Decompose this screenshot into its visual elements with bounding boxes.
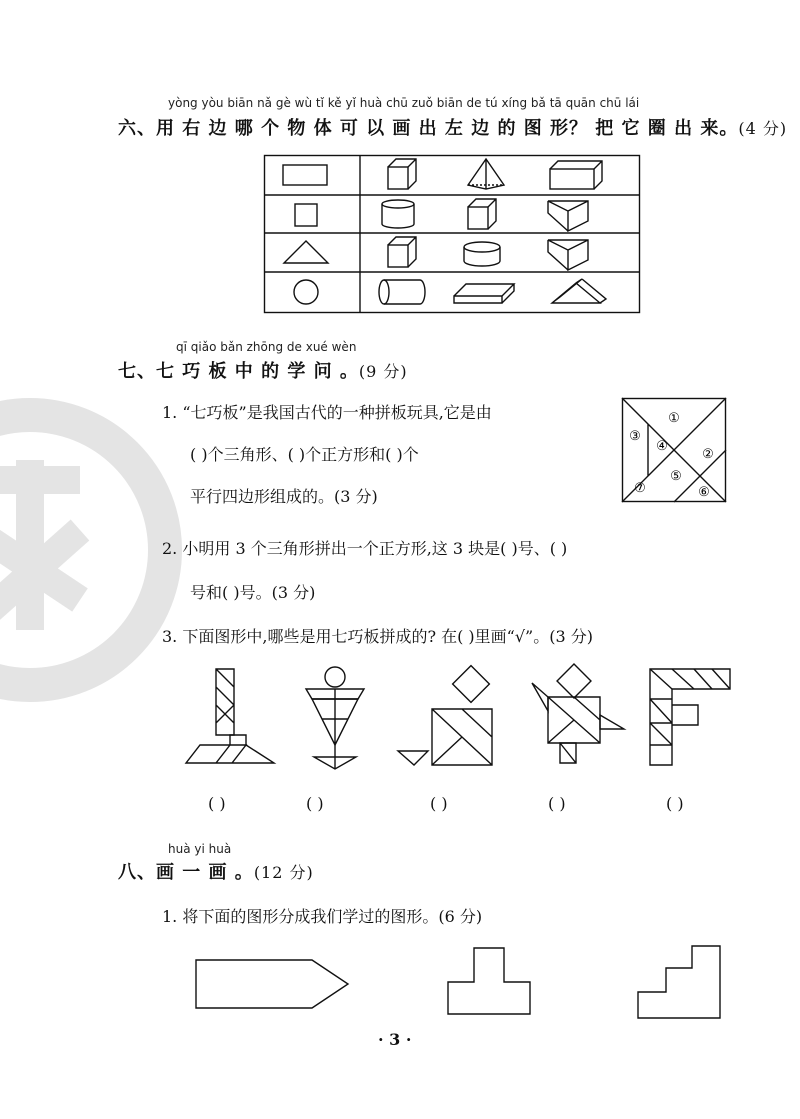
tangram-label-6: ⑥ [698,485,710,500]
tangram-label-3: ③ [629,429,641,444]
cuboid-icon [550,161,602,189]
q7-3-answer-5[interactable]: ( ) [666,794,684,813]
q7-3-answer-2[interactable]: ( ) [306,794,324,813]
section8-title: 八、画 一 画 。(12 分) [118,862,314,883]
page-number: · 3 · [378,1030,412,1049]
prism-icon [548,240,588,270]
t-shape[interactable] [446,946,532,1016]
tangram-label-7: ⑦ [634,481,646,496]
section7-title: 七、七 巧 板 中 的 学 问 。(9 分) [118,361,408,382]
cube-icon [468,199,496,229]
tangram-label-4: ④ [656,439,668,454]
tangram-diagram [622,398,726,502]
cylinder-flat-icon [464,242,500,266]
triangular-prism-icon [552,279,606,303]
cube-icon [388,159,416,189]
tangram-label-5: ⑤ [670,469,682,484]
q8-1-text: 1. 将下面的图形分成我们学过的图形。(6 分) [162,907,483,926]
square-shape [295,204,317,226]
cylinder-icon [382,200,414,228]
triangle-shape [284,241,328,263]
watermark-seal-icon [0,400,180,700]
tangram-label-2: ② [702,447,714,462]
tangram-figure-letter-f [646,665,732,767]
q7-3-answer-1[interactable]: ( ) [208,794,226,813]
prism-icon [548,201,588,231]
tangram-figure-boat [186,665,276,765]
staircase-shape[interactable] [636,944,722,1020]
q7-2-line2[interactable]: 号和( )号。(3 分) [190,583,316,602]
tangram-figure-dancer [526,665,626,767]
tangram-figure-person [300,665,370,770]
q7-3-line1: 3. 下面图形中,哪些是用七巧板拼成的? 在( )里画“√”。(3 分) [162,627,593,646]
q7-1-line3: 平行四边形组成的。(3 分) [190,487,378,506]
cube-icon [388,237,416,267]
q7-1-line1: 1. “七巧板”是我国古代的一种拼板玩具,它是由 [162,403,492,422]
q7-1-line2[interactable]: ( )个三角形、( )个正方形和( )个 [190,445,419,464]
rectangle-shape [283,165,327,185]
pyramid-icon [468,159,504,189]
section8-pinyin: huà yi huà [168,842,232,856]
section7-pinyin: qī qiǎo bǎn zhōng de xué wèn [176,340,357,354]
tangram-figure-animal [398,665,508,770]
arrow-pentagon-shape[interactable] [194,958,350,1010]
section6-title: 六、用 右 边 哪 个 物 体 可 以 画 出 左 边 的 图 形？ 把 它 圈 出 来。(4 分) [118,118,788,139]
q7-3-answer-4[interactable]: ( ) [548,794,566,813]
cylinder-lying-icon [379,280,425,304]
q7-3-answer-3[interactable]: ( ) [430,794,448,813]
flat-cuboid-icon [454,284,514,303]
tangram-label-1: ① [668,411,680,426]
section6-pinyin: yòng yòu biān nǎ gè wù tǐ kě yǐ huà chū zuǒ biān de tú xíng bǎ tā quān chū lái [168,96,640,110]
section6-table [264,155,640,313]
circle-shape [294,280,318,304]
q7-2-line1[interactable]: 2. 小明用 3 个三角形拼出一个正方形,这 3 块是( )号、( ) [162,539,568,558]
